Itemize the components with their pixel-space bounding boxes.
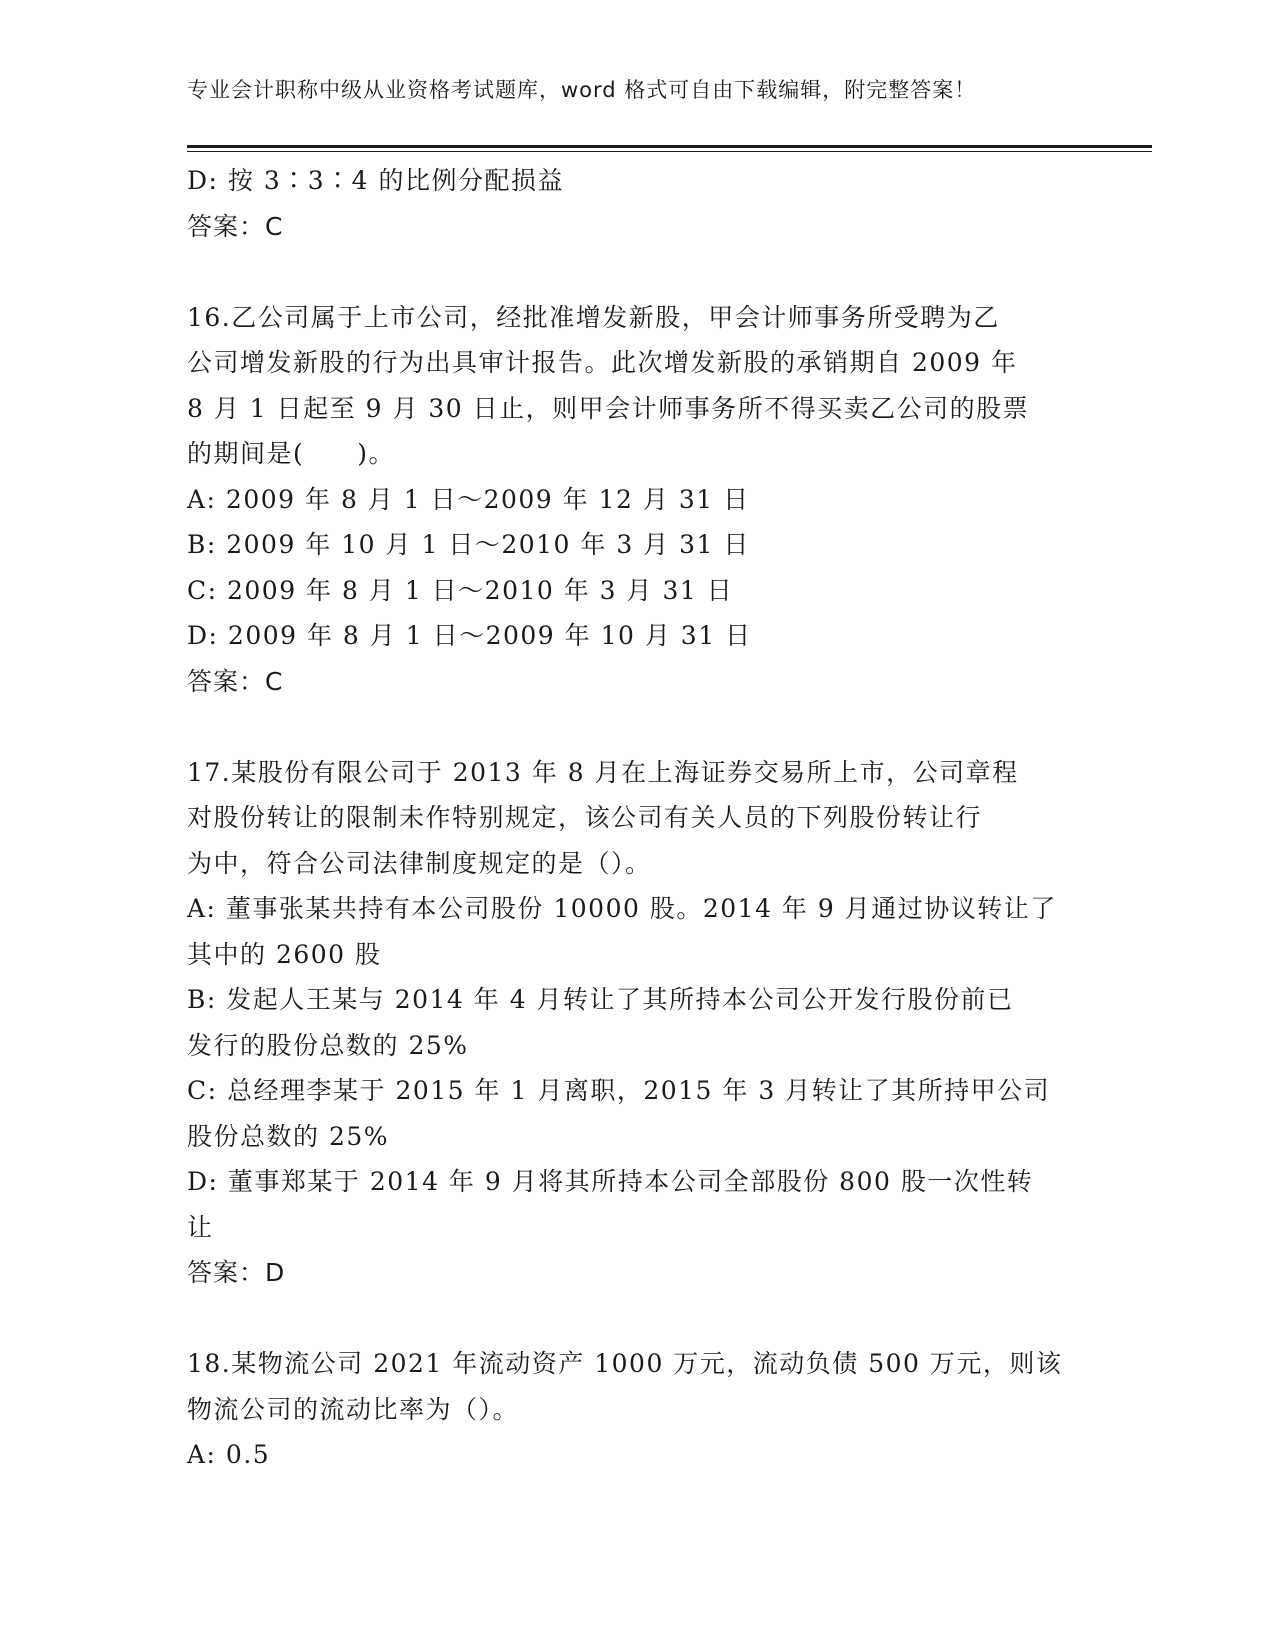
q17-option-a: A: 董事张某共持有本公司股份 10000 股。2014 年 9 月通过协议转让了	[187, 894, 1057, 923]
header-rule-thick	[187, 145, 1152, 148]
q16-answer: 答案：C	[187, 666, 284, 696]
header-rule-thin	[187, 151, 1152, 152]
q16-option-b: B: 2009 年 10 月 1 日～2010 年 3 月 31 日	[187, 530, 750, 559]
q17-option-d: D: 董事郑某于 2014 年 9 月将其所持本公司全部股份 800 股一次性转	[187, 1167, 1034, 1196]
spacer	[187, 704, 1067, 750]
q16-option-a: A: 2009 年 8 月 1 日～2009 年 12 月 31 日	[187, 484, 750, 514]
q17-option-c: C: 总经理李某于 2015 年 1 月离职，2015 年 3 月转让了其所持甲公司	[187, 1076, 1051, 1105]
q17-option-a: 其中的 2600 股	[187, 939, 382, 969]
q18-stem-line: 物流公司的流动比率为（）。	[187, 1394, 520, 1424]
q16-stem-line: 的期间是( )。	[187, 439, 396, 468]
q17-option-d: 让	[187, 1212, 214, 1242]
q17-option-c: 股份总数的 25%	[187, 1121, 390, 1151]
q16-stem-line: 公司增发新股的行为出具审计报告。此次增发新股的承销期自 2009 年	[187, 348, 1018, 377]
q18-option-a: A: 0.5	[187, 1440, 271, 1469]
q17-answer: 答案：D	[187, 1258, 286, 1287]
spacer	[187, 1296, 1067, 1342]
document-body	[187, 158, 1067, 1478]
q17-stem-line: 对股份转让的限制未作特别规定，该公司有关人员的下列股份转让行	[187, 803, 983, 832]
q17-stem-line: 17.某股份有限公司于 2013 年 8 月在上海证券交易所上市，公司章程	[187, 757, 1019, 787]
q15-option-d: D: 按 3∶3∶4 的比例分配损益	[187, 166, 565, 195]
q17-option-b: B: 发起人王某与 2014 年 4 月转让了其所持本公司公开发行股份前已	[187, 985, 1014, 1014]
q16-option-d: D: 2009 年 8 月 1 日～2009 年 10 月 31 日	[187, 621, 752, 650]
q17-stem-line: 为中，符合公司法律制度规定的是（）。	[187, 848, 652, 878]
q16-stem-line: 16.乙公司属于上市公司，经批准增发新股，甲会计师事务所受聘为乙	[187, 302, 1000, 332]
q16-option-c: C: 2009 年 8 月 1 日～2010 年 3 月 31 日	[187, 575, 734, 605]
q18-stem-line: 18.某物流公司 2021 年流动资产 1000 万元，流动负债 500 万元，则该	[187, 1349, 1063, 1378]
page-header: 专业会计职称中级从业资格考试题库，word 格式可自由下载编辑，附完整答案！	[187, 78, 977, 102]
q17-option-b: 发行的股份总数的 25%	[187, 1030, 469, 1060]
q16-stem-line: 8 月 1 日起至 9 月 30 日止，则甲会计师事务所不得买卖乙公司的股票	[187, 393, 1030, 423]
spacer	[187, 249, 1067, 295]
q15-answer: 答案：C	[187, 211, 284, 241]
